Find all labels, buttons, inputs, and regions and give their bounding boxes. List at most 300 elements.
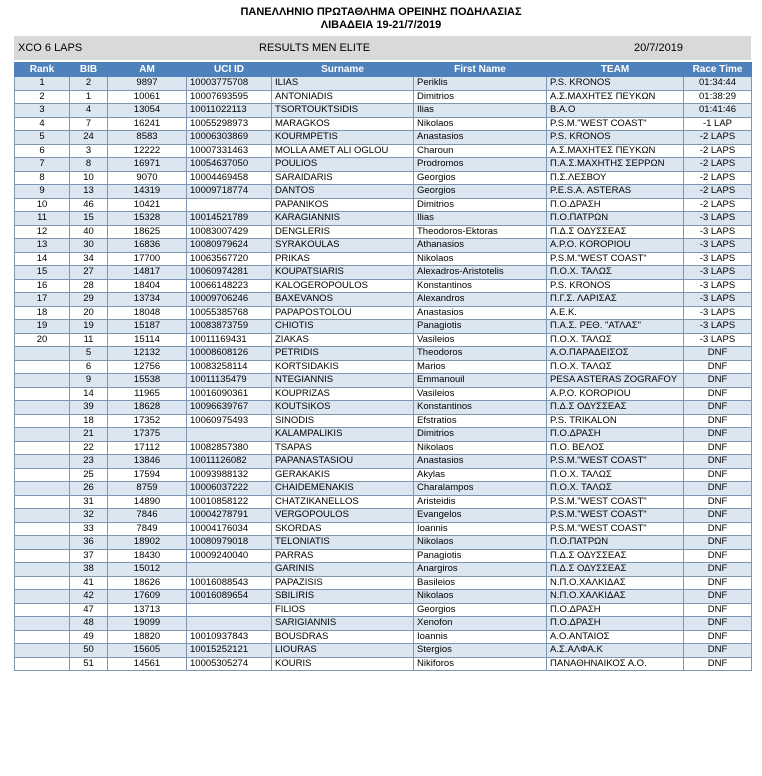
document-title: [0, 6, 762, 32]
surname-cell: SKORDAS: [272, 522, 414, 536]
uci-id-cell: 10080979624: [187, 239, 272, 253]
team-cell: Π.Α.Σ. ΡΕΘ. "ΑΤΛΑΣ": [547, 320, 684, 334]
table-row: [15, 563, 752, 577]
team-cell: Π.Δ.Σ ΟΔΥΣΣΕΑΣ: [547, 563, 684, 577]
am-cell: 18430: [108, 549, 187, 563]
am-cell: 17609: [108, 590, 187, 604]
table-row: [15, 104, 752, 118]
rank-cell: [15, 536, 70, 550]
race-time-cell: DNF: [684, 603, 752, 617]
rank-cell: 15: [15, 266, 70, 280]
race-time-cell: DNF: [684, 536, 752, 550]
surname-cell: GARINIS: [272, 563, 414, 577]
bib-cell: 38: [70, 563, 108, 577]
am-cell: 11965: [108, 387, 187, 401]
uci-id-cell: 10006303869: [187, 131, 272, 145]
rank-cell: [15, 563, 70, 577]
team-cell: Π.Ο.ΔΡΑΣΗ: [547, 603, 684, 617]
surname-cell: ZIAKAS: [272, 333, 414, 347]
bib-cell: 4: [70, 104, 108, 118]
rank-cell: [15, 414, 70, 428]
race-time-cell: DNF: [684, 428, 752, 442]
surname-cell: LIOURAS: [272, 644, 414, 658]
rank-cell: 3: [15, 104, 70, 118]
bib-cell: 14: [70, 387, 108, 401]
rank-cell: [15, 549, 70, 563]
am-cell: 17112: [108, 441, 187, 455]
uci-id-cell: 10011022113: [187, 104, 272, 118]
race-date: 20/7/2019: [634, 42, 683, 54]
rank-cell: [15, 509, 70, 523]
first-name-cell: Efstratios: [414, 414, 547, 428]
table-row: [15, 225, 752, 239]
race-time-cell: DNF: [684, 644, 752, 658]
team-cell: Π.Δ.Σ ΟΔΥΣΣΕΑΣ: [547, 225, 684, 239]
first-name-cell: Anastasios: [414, 455, 547, 469]
team-cell: Π.Ο.ΔΡΑΣΗ: [547, 198, 684, 212]
surname-cell: ANTONIADIS: [272, 90, 414, 104]
team-cell: P.S. KRONOS: [547, 279, 684, 293]
rank-cell: [15, 387, 70, 401]
bib-cell: 20: [70, 306, 108, 320]
surname-cell: TELONIATIS: [272, 536, 414, 550]
bib-cell: 23: [70, 455, 108, 469]
table-row: [15, 495, 752, 509]
table-row: [15, 77, 752, 91]
race-time-cell: DNF: [684, 468, 752, 482]
am-cell: 12222: [108, 144, 187, 158]
uci-id-cell: [187, 603, 272, 617]
bib-cell: 1: [70, 90, 108, 104]
race-time-cell: -3 LAPS: [684, 212, 752, 226]
surname-cell: MARAGKOS: [272, 117, 414, 131]
am-cell: 17700: [108, 252, 187, 266]
column-header-race-time: Race Time: [684, 63, 752, 77]
surname-cell: VERGOPOULOS: [272, 509, 414, 523]
am-cell: 15605: [108, 644, 187, 658]
uci-id-cell: 10060974281: [187, 266, 272, 280]
team-cell: Π.Ο.ΠΑΤΡΩΝ: [547, 212, 684, 226]
uci-id-cell: 10015252121: [187, 644, 272, 658]
surname-cell: KARAGIANNIS: [272, 212, 414, 226]
first-name-cell: Anargiros: [414, 563, 547, 577]
table-row: [15, 509, 752, 523]
rank-cell: 16: [15, 279, 70, 293]
bib-cell: 33: [70, 522, 108, 536]
surname-cell: PAPAPOSTOLOU: [272, 306, 414, 320]
table-row: [15, 603, 752, 617]
team-cell: P.S.M."WEST COAST": [547, 455, 684, 469]
rank-cell: 10: [15, 198, 70, 212]
surname-cell: BOUSDRAS: [272, 630, 414, 644]
surname-cell: BAXEVANOS: [272, 293, 414, 307]
first-name-cell: Akylas: [414, 468, 547, 482]
uci-id-cell: 10016089654: [187, 590, 272, 604]
table-row: [15, 536, 752, 550]
first-name-cell: Konstantinos: [414, 279, 547, 293]
am-cell: 18048: [108, 306, 187, 320]
uci-id-cell: 10083007429: [187, 225, 272, 239]
am-cell: 16971: [108, 158, 187, 172]
race-time-cell: -3 LAPS: [684, 252, 752, 266]
am-cell: 18626: [108, 576, 187, 590]
rank-cell: [15, 522, 70, 536]
team-cell: P.E.S.A. ASTERAS: [547, 185, 684, 199]
am-cell: 17375: [108, 428, 187, 442]
race-time-cell: DNF: [684, 617, 752, 631]
am-cell: 13713: [108, 603, 187, 617]
table-row: [15, 320, 752, 334]
race-time-cell: DNF: [684, 630, 752, 644]
first-name-cell: Anastasios: [414, 131, 547, 145]
rank-cell: [15, 644, 70, 658]
first-name-cell: Panagiotis: [414, 320, 547, 334]
team-cell: Π.Ο.ΔΡΑΣΗ: [547, 617, 684, 631]
surname-cell: KALAMPALIKIS: [272, 428, 414, 442]
race-time-cell: -2 LAPS: [684, 144, 752, 158]
surname-cell: SARIGIANNIS: [272, 617, 414, 631]
table-row: [15, 212, 752, 226]
team-cell: Α.Ε.Κ.: [547, 306, 684, 320]
uci-id-cell: 10016088543: [187, 576, 272, 590]
table-row: [15, 401, 752, 415]
surname-cell: DANTOS: [272, 185, 414, 199]
race-time-cell: DNF: [684, 374, 752, 388]
bib-cell: 21: [70, 428, 108, 442]
uci-id-cell: 10016090361: [187, 387, 272, 401]
race-time-cell: -3 LAPS: [684, 266, 752, 280]
uci-id-cell: 10008608126: [187, 347, 272, 361]
table-row: [15, 333, 752, 347]
table-row: [15, 239, 752, 253]
team-cell: Π.Ο.Χ. ΤΑΛΩΣ: [547, 266, 684, 280]
team-cell: Α.Σ.ΜΑΧΗΤΕΣ ΠΕΥΚΩΝ: [547, 144, 684, 158]
venue-dates: ΛΙΒΑΔΕΙΑ 19-21/7/2019: [320, 19, 442, 31]
race-time-cell: DNF: [684, 495, 752, 509]
surname-cell: SYRAKOULAS: [272, 239, 414, 253]
table-row: [15, 306, 752, 320]
race-time-cell: DNF: [684, 563, 752, 577]
uci-id-cell: [187, 198, 272, 212]
bib-cell: 28: [70, 279, 108, 293]
rank-cell: [15, 347, 70, 361]
first-name-cell: Anastasios: [414, 306, 547, 320]
bib-cell: 40: [70, 225, 108, 239]
surname-cell: SBILIRIS: [272, 590, 414, 604]
surname-cell: KOURMPETIS: [272, 131, 414, 145]
rank-cell: 20: [15, 333, 70, 347]
team-cell: Π.Ο.Χ. ΤΑΛΩΣ: [547, 333, 684, 347]
uci-id-cell: 10083258114: [187, 360, 272, 374]
uci-id-cell: 10082857380: [187, 441, 272, 455]
surname-cell: PAPAZISIS: [272, 576, 414, 590]
rank-cell: 9: [15, 185, 70, 199]
rank-cell: 7: [15, 158, 70, 172]
first-name-cell: Georgios: [414, 603, 547, 617]
race-time-cell: DNF: [684, 522, 752, 536]
uci-id-cell: 10004469458: [187, 171, 272, 185]
am-cell: 14319: [108, 185, 187, 199]
bib-cell: 18: [70, 414, 108, 428]
table-row: [15, 549, 752, 563]
race-time-cell: 01:41:46: [684, 104, 752, 118]
uci-id-cell: 10003775708: [187, 77, 272, 91]
team-cell: Π.Ο.ΔΡΑΣΗ: [547, 428, 684, 442]
am-cell: 8759: [108, 482, 187, 496]
first-name-cell: Basileios: [414, 576, 547, 590]
race-time-cell: -3 LAPS: [684, 279, 752, 293]
first-name-cell: Charoun: [414, 144, 547, 158]
race-time-cell: -3 LAPS: [684, 239, 752, 253]
first-name-cell: Prodromos: [414, 158, 547, 172]
team-cell: P.S.M."WEST COAST": [547, 252, 684, 266]
rank-cell: [15, 455, 70, 469]
table-row: [15, 131, 752, 145]
team-cell: P.S. KRONOS: [547, 131, 684, 145]
surname-cell: MOLLA AMET ALI OGLOU: [272, 144, 414, 158]
bib-cell: 36: [70, 536, 108, 550]
bib-cell: 32: [70, 509, 108, 523]
rank-cell: 2: [15, 90, 70, 104]
bib-cell: 29: [70, 293, 108, 307]
uci-id-cell: [187, 563, 272, 577]
am-cell: 17594: [108, 468, 187, 482]
race-time-cell: -2 LAPS: [684, 171, 752, 185]
first-name-cell: Stergios: [414, 644, 547, 658]
table-row: [15, 576, 752, 590]
surname-cell: TSORTOUKTSIDIS: [272, 104, 414, 118]
uci-id-cell: 10010858122: [187, 495, 272, 509]
uci-id-cell: 10055385768: [187, 306, 272, 320]
uci-id-cell: 10009718774: [187, 185, 272, 199]
table-row: [15, 117, 752, 131]
team-cell: P.S.M."WEST COAST": [547, 522, 684, 536]
team-cell: Π.Ο.ΠΑΤΡΩΝ: [547, 536, 684, 550]
table-row: [15, 428, 752, 442]
rank-cell: 13: [15, 239, 70, 253]
rank-cell: 14: [15, 252, 70, 266]
rank-cell: 5: [15, 131, 70, 145]
table-row: [15, 590, 752, 604]
team-cell: Π.Δ.Σ ΟΔΥΣΣΕΑΣ: [547, 549, 684, 563]
am-cell: 13734: [108, 293, 187, 307]
am-cell: 16836: [108, 239, 187, 253]
uci-id-cell: 10005305274: [187, 657, 272, 671]
bib-cell: 13: [70, 185, 108, 199]
team-cell: Π.Α.Σ.ΜΑΧΗΤΗΣ ΣΕΡΡΩΝ: [547, 158, 684, 172]
surname-cell: CHAIDEMENAKIS: [272, 482, 414, 496]
first-name-cell: Vasileios: [414, 387, 547, 401]
first-name-cell: Nikolaos: [414, 441, 547, 455]
race-time-cell: -2 LAPS: [684, 198, 752, 212]
race-time-cell: DNF: [684, 657, 752, 671]
surname-cell: PETRIDIS: [272, 347, 414, 361]
bib-cell: 8: [70, 158, 108, 172]
team-cell: Α.Ρ.Ο. KOROPIOU: [547, 239, 684, 253]
surname-cell: POULIOS: [272, 158, 414, 172]
first-name-cell: Nikiforos: [414, 657, 547, 671]
uci-id-cell: [187, 428, 272, 442]
table-row: [15, 482, 752, 496]
am-cell: 18404: [108, 279, 187, 293]
table-row: [15, 158, 752, 172]
bib-cell: 39: [70, 401, 108, 415]
first-name-cell: Theodoros: [414, 347, 547, 361]
bib-cell: 15: [70, 212, 108, 226]
rank-cell: 12: [15, 225, 70, 239]
surname-cell: KORTSIDAKIS: [272, 360, 414, 374]
am-cell: 18820: [108, 630, 187, 644]
am-cell: 14817: [108, 266, 187, 280]
first-name-cell: Panagiotis: [414, 549, 547, 563]
uci-id-cell: 10083873759: [187, 320, 272, 334]
table-row: [15, 617, 752, 631]
table-row: [15, 185, 752, 199]
surname-cell: KOUPRIZAS: [272, 387, 414, 401]
am-cell: 10421: [108, 198, 187, 212]
uci-id-cell: 10009240040: [187, 549, 272, 563]
first-name-cell: Ioannis: [414, 522, 547, 536]
rank-cell: [15, 360, 70, 374]
table-row: [15, 347, 752, 361]
am-cell: 7846: [108, 509, 187, 523]
team-cell: P.S.M."WEST COAST": [547, 495, 684, 509]
surname-cell: CHIOTIS: [272, 320, 414, 334]
race-time-cell: -2 LAPS: [684, 158, 752, 172]
uci-id-cell: 10066148223: [187, 279, 272, 293]
column-header-first-name: First Name: [414, 63, 547, 77]
bib-cell: 31: [70, 495, 108, 509]
am-cell: 15187: [108, 320, 187, 334]
team-cell: Α.Σ.ΜΑΧΗΤΕΣ ΠΕΥΚΩΝ: [547, 90, 684, 104]
championship-title: ΠΑΝΕΛΛΗΝΙΟ ΠΡΩΤΑΘΛΗΜΑ ΟΡΕΙΝΗΣ ΠΟΔΗΛΑΣΙΑΣ: [240, 6, 522, 18]
table-row: [15, 455, 752, 469]
rank-cell: [15, 617, 70, 631]
rank-cell: [15, 495, 70, 509]
rank-cell: [15, 401, 70, 415]
bib-cell: 48: [70, 617, 108, 631]
bib-cell: 34: [70, 252, 108, 266]
rank-cell: [15, 630, 70, 644]
race-time-cell: 01:38:29: [684, 90, 752, 104]
team-cell: Α.Σ.ΑΛΦΑ.Κ: [547, 644, 684, 658]
bib-cell: 3: [70, 144, 108, 158]
race-time-cell: DNF: [684, 590, 752, 604]
surname-cell: KOUTSIKOS: [272, 401, 414, 415]
table-row: [15, 252, 752, 266]
first-name-cell: Aristeidis: [414, 495, 547, 509]
race-time-cell: -3 LAPS: [684, 306, 752, 320]
team-cell: Π.Σ.ΛΕΣΒΟΥ: [547, 171, 684, 185]
first-name-cell: Vasileios: [414, 333, 547, 347]
first-name-cell: Ilias: [414, 212, 547, 226]
team-cell: P.S.M."WEST COAST": [547, 117, 684, 131]
uci-id-cell: 10060975493: [187, 414, 272, 428]
race-time-cell: -2 LAPS: [684, 185, 752, 199]
rank-cell: [15, 590, 70, 604]
rank-cell: [15, 657, 70, 671]
surname-cell: FILIOS: [272, 603, 414, 617]
uci-id-cell: 10063567720: [187, 252, 272, 266]
uci-id-cell: 10009706246: [187, 293, 272, 307]
team-cell: Π.Γ.Σ. ΛΑΡΙΣΑΣ: [547, 293, 684, 307]
rank-cell: 8: [15, 171, 70, 185]
bib-cell: 6: [70, 360, 108, 374]
surname-cell: TSAPAS: [272, 441, 414, 455]
first-name-cell: Periklis: [414, 77, 547, 91]
first-name-cell: Georgios: [414, 185, 547, 199]
am-cell: 14561: [108, 657, 187, 671]
surname-cell: ILIAS: [272, 77, 414, 91]
first-name-cell: Alexadros-Aristotelis: [414, 266, 547, 280]
am-cell: 13054: [108, 104, 187, 118]
table-row: [15, 144, 752, 158]
table-row: [15, 468, 752, 482]
bib-cell: 27: [70, 266, 108, 280]
rank-cell: 6: [15, 144, 70, 158]
surname-cell: CHATZIKANELLOS: [272, 495, 414, 509]
uci-id-cell: 10011135479: [187, 374, 272, 388]
race-time-cell: DNF: [684, 441, 752, 455]
team-cell: Ν.Π.Ο.ΧΑΛΚΙΔΑΣ: [547, 576, 684, 590]
first-name-cell: Nikolaos: [414, 117, 547, 131]
table-row: [15, 644, 752, 658]
team-cell: Ν.Π.Ο.ΧΑΛΚΙΔΑΣ: [547, 590, 684, 604]
am-cell: 18628: [108, 401, 187, 415]
uci-id-cell: [187, 617, 272, 631]
team-cell: Π.Ο.Χ. ΤΑΛΩΣ: [547, 360, 684, 374]
bib-cell: 50: [70, 644, 108, 658]
race-time-cell: -1 LAP: [684, 117, 752, 131]
table-row: [15, 414, 752, 428]
race-time-cell: DNF: [684, 387, 752, 401]
race-time-cell: -3 LAPS: [684, 293, 752, 307]
bib-cell: 24: [70, 131, 108, 145]
bib-cell: 7: [70, 117, 108, 131]
surname-cell: KOUPATSIARIS: [272, 266, 414, 280]
rank-cell: [15, 482, 70, 496]
first-name-cell: Dimitrios: [414, 198, 547, 212]
race-time-cell: DNF: [684, 455, 752, 469]
rank-cell: [15, 374, 70, 388]
first-name-cell: Konstantinos: [414, 401, 547, 415]
table-row: [15, 198, 752, 212]
first-name-cell: Dimitrios: [414, 90, 547, 104]
first-name-cell: Georgios: [414, 171, 547, 185]
surname-cell: NTEGIANNIS: [272, 374, 414, 388]
surname-cell: PAPANIKOS: [272, 198, 414, 212]
rank-cell: [15, 468, 70, 482]
surname-cell: SARAIDARIS: [272, 171, 414, 185]
am-cell: 15012: [108, 563, 187, 577]
am-cell: 19099: [108, 617, 187, 631]
am-cell: 16241: [108, 117, 187, 131]
table-row: [15, 630, 752, 644]
bib-cell: 30: [70, 239, 108, 253]
results-table: [14, 62, 752, 671]
uci-id-cell: 10004176034: [187, 522, 272, 536]
race-info-bar: [14, 36, 751, 60]
first-name-cell: Nikolaos: [414, 252, 547, 266]
first-name-cell: Nikolaos: [414, 590, 547, 604]
rank-cell: [15, 441, 70, 455]
bib-cell: 26: [70, 482, 108, 496]
first-name-cell: Xenofon: [414, 617, 547, 631]
uci-id-cell: 10010937843: [187, 630, 272, 644]
team-cell: Α.Ο.ΠΑΡΑΔΕΙΣΟΣ: [547, 347, 684, 361]
race-time-cell: -3 LAPS: [684, 225, 752, 239]
table-row: [15, 279, 752, 293]
